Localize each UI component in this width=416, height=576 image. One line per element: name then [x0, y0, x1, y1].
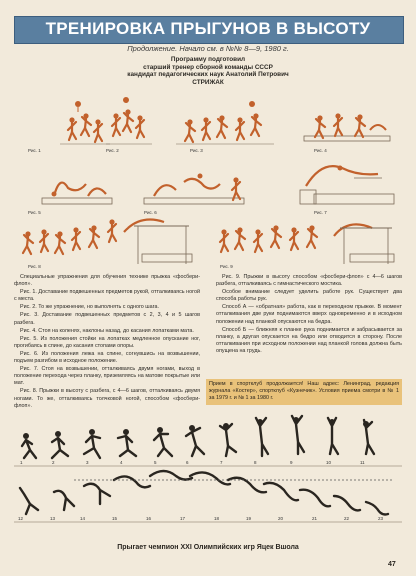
seq-number: 8 — [254, 460, 257, 465]
seq-number: 21 — [312, 516, 318, 521]
page-number: 47 — [388, 561, 396, 568]
seq-number: 16 — [146, 516, 152, 521]
seq-number: 22 — [344, 516, 350, 521]
fig-label: Рис. 6 — [144, 210, 157, 215]
right-column — [216, 274, 402, 356]
figure-8 — [23, 219, 192, 264]
seq-number: 11 — [360, 460, 365, 465]
fig-label: Рис. 8 — [28, 264, 41, 269]
left-column — [14, 274, 200, 411]
paragraph: Рис. 8. Прыжки в высоту с разбега, с 4—6 шагов, отталкиваясь двумя ногами. То же, отталкиваясь толчковой ногой, способом «фосбери-флоп». — [14, 388, 200, 409]
fig-label: Рис. 4 — [314, 148, 327, 153]
paragraph: Рис. 2. То же упражнение, но выполнять с одного шага. — [20, 304, 159, 311]
byline-line: Программу подготовил — [170, 56, 246, 63]
seq-number: 6 — [186, 460, 189, 465]
paragraph: Рис. 6. Из положения лежа на спине, согнувшись на возвышении, подъем разгибом в исходное положение. — [14, 350, 200, 365]
fig-label: Рис. 7 — [314, 210, 327, 215]
paragraph: Способ А — «обратная» работа, как в переходном прыжке. В момент отталкивания две руки поднимаются вверх одновременно и в исходном положении над планкой опускаются на бедра. — [216, 304, 402, 325]
figure-4 — [304, 113, 390, 141]
seq-number: 5 — [154, 460, 157, 465]
exercise-illustrations — [14, 86, 402, 270]
sequence-numbers — [18, 460, 384, 521]
jump-sequence — [14, 410, 402, 528]
figure-2 — [106, 97, 152, 144]
club-announcement: Прием в спортклуб продолжается! Наш адрес: Ленинград, редакция журнала «Костер», спортклуб «Кузнечик». Условия приема смотри в № 1 за 1979 г. и № 1 за 1980 г. — [206, 379, 402, 405]
seq-number: 9 — [290, 460, 293, 465]
byline-line: кандидат педагогических наук Анатолий Петрович СТРИЖАК — [127, 71, 289, 86]
page-title: ТРЕНИРОВКА ПРЫГУНОВ В ВЫСОТУ — [45, 19, 371, 38]
seq-number: 2 — [52, 460, 55, 465]
seq-number: 23 — [378, 516, 384, 521]
figure-3 — [176, 101, 274, 144]
figure-5 — [42, 183, 112, 204]
seq-number: 18 — [214, 516, 220, 521]
seq-number: 14 — [80, 516, 86, 521]
seq-number: 20 — [278, 516, 284, 521]
paragraph: Рис. 4. Стоя на коленях, наклоны назад, до касания лопатками мата. — [20, 327, 194, 334]
seq-number: 7 — [220, 460, 223, 465]
paragraph: Способ Б — ближняя к планке рука поднимается и забрасывается за планку, а другая опускается на бедро или отводится в сторону. После отталкивания при исходном положении над планкой голова должна быть опущена на грудь. — [216, 326, 402, 354]
seq-number: 10 — [326, 460, 332, 465]
paragraph: Рис. 5. Из положения стойки на лопатках медленное опускание ног, прогибаясь в спине, до касания стопами опоры. — [14, 335, 200, 349]
seq-number: 17 — [180, 516, 186, 521]
seq-number: 13 — [50, 516, 56, 521]
figure-7 — [300, 166, 394, 205]
byline — [120, 56, 296, 86]
subtitle: Продолжение. Начало см. в №№ 8—9, 1980 г. — [127, 44, 289, 53]
paragraph: Особое внимание следует уделить работе рук. Существует два способа работы рук. — [216, 289, 402, 303]
figure-9 — [220, 224, 394, 264]
fig-label: Рис. 5 — [28, 210, 41, 215]
photo-caption: Прыгает чемпион XXI Олимпийских игр Яцек Вшола — [117, 544, 299, 551]
seq-number: 3 — [86, 460, 89, 465]
paragraph: Специальные упражнения для обучения технике прыжка «фосбери-флоп». — [14, 274, 200, 288]
paragraph: Рис. 9. Прыжки в высоту способом «фосбери-флоп» с 4—6 шагов разбега, отталкиваясь с гимнастического мостика. — [216, 274, 402, 288]
fig-label: Рис. 9 — [220, 264, 233, 269]
seq-number: 1 — [20, 460, 23, 465]
fig-label: Рис. 1 — [28, 148, 41, 153]
seq-number: 19 — [246, 516, 252, 521]
fig-label: Рис. 3 — [190, 148, 203, 153]
seq-number: 15 — [112, 516, 118, 521]
figure-1 — [60, 101, 110, 144]
byline-line: старший тренер сборной команды СССР — [143, 63, 273, 71]
paragraph: Рис. 1. Доставание подвешенных предметов рукой, отталкиваясь ногой с места. — [14, 289, 200, 303]
figure-6 — [144, 174, 244, 205]
paragraph: Рис. 3. Доставание подвешенных предметов с 2, 3, 4 и 5 шагов разбега. — [14, 312, 200, 326]
seq-number: 12 — [18, 516, 24, 521]
paragraph: Рис. 7. Стоя на возвышении, отталкиваясь двумя ногами, выход в положение перехода через планку, приземляясь на матове покрытые или мат. — [14, 366, 200, 387]
fig-label: Рис. 2 — [106, 148, 119, 153]
seq-number: 4 — [120, 460, 123, 465]
